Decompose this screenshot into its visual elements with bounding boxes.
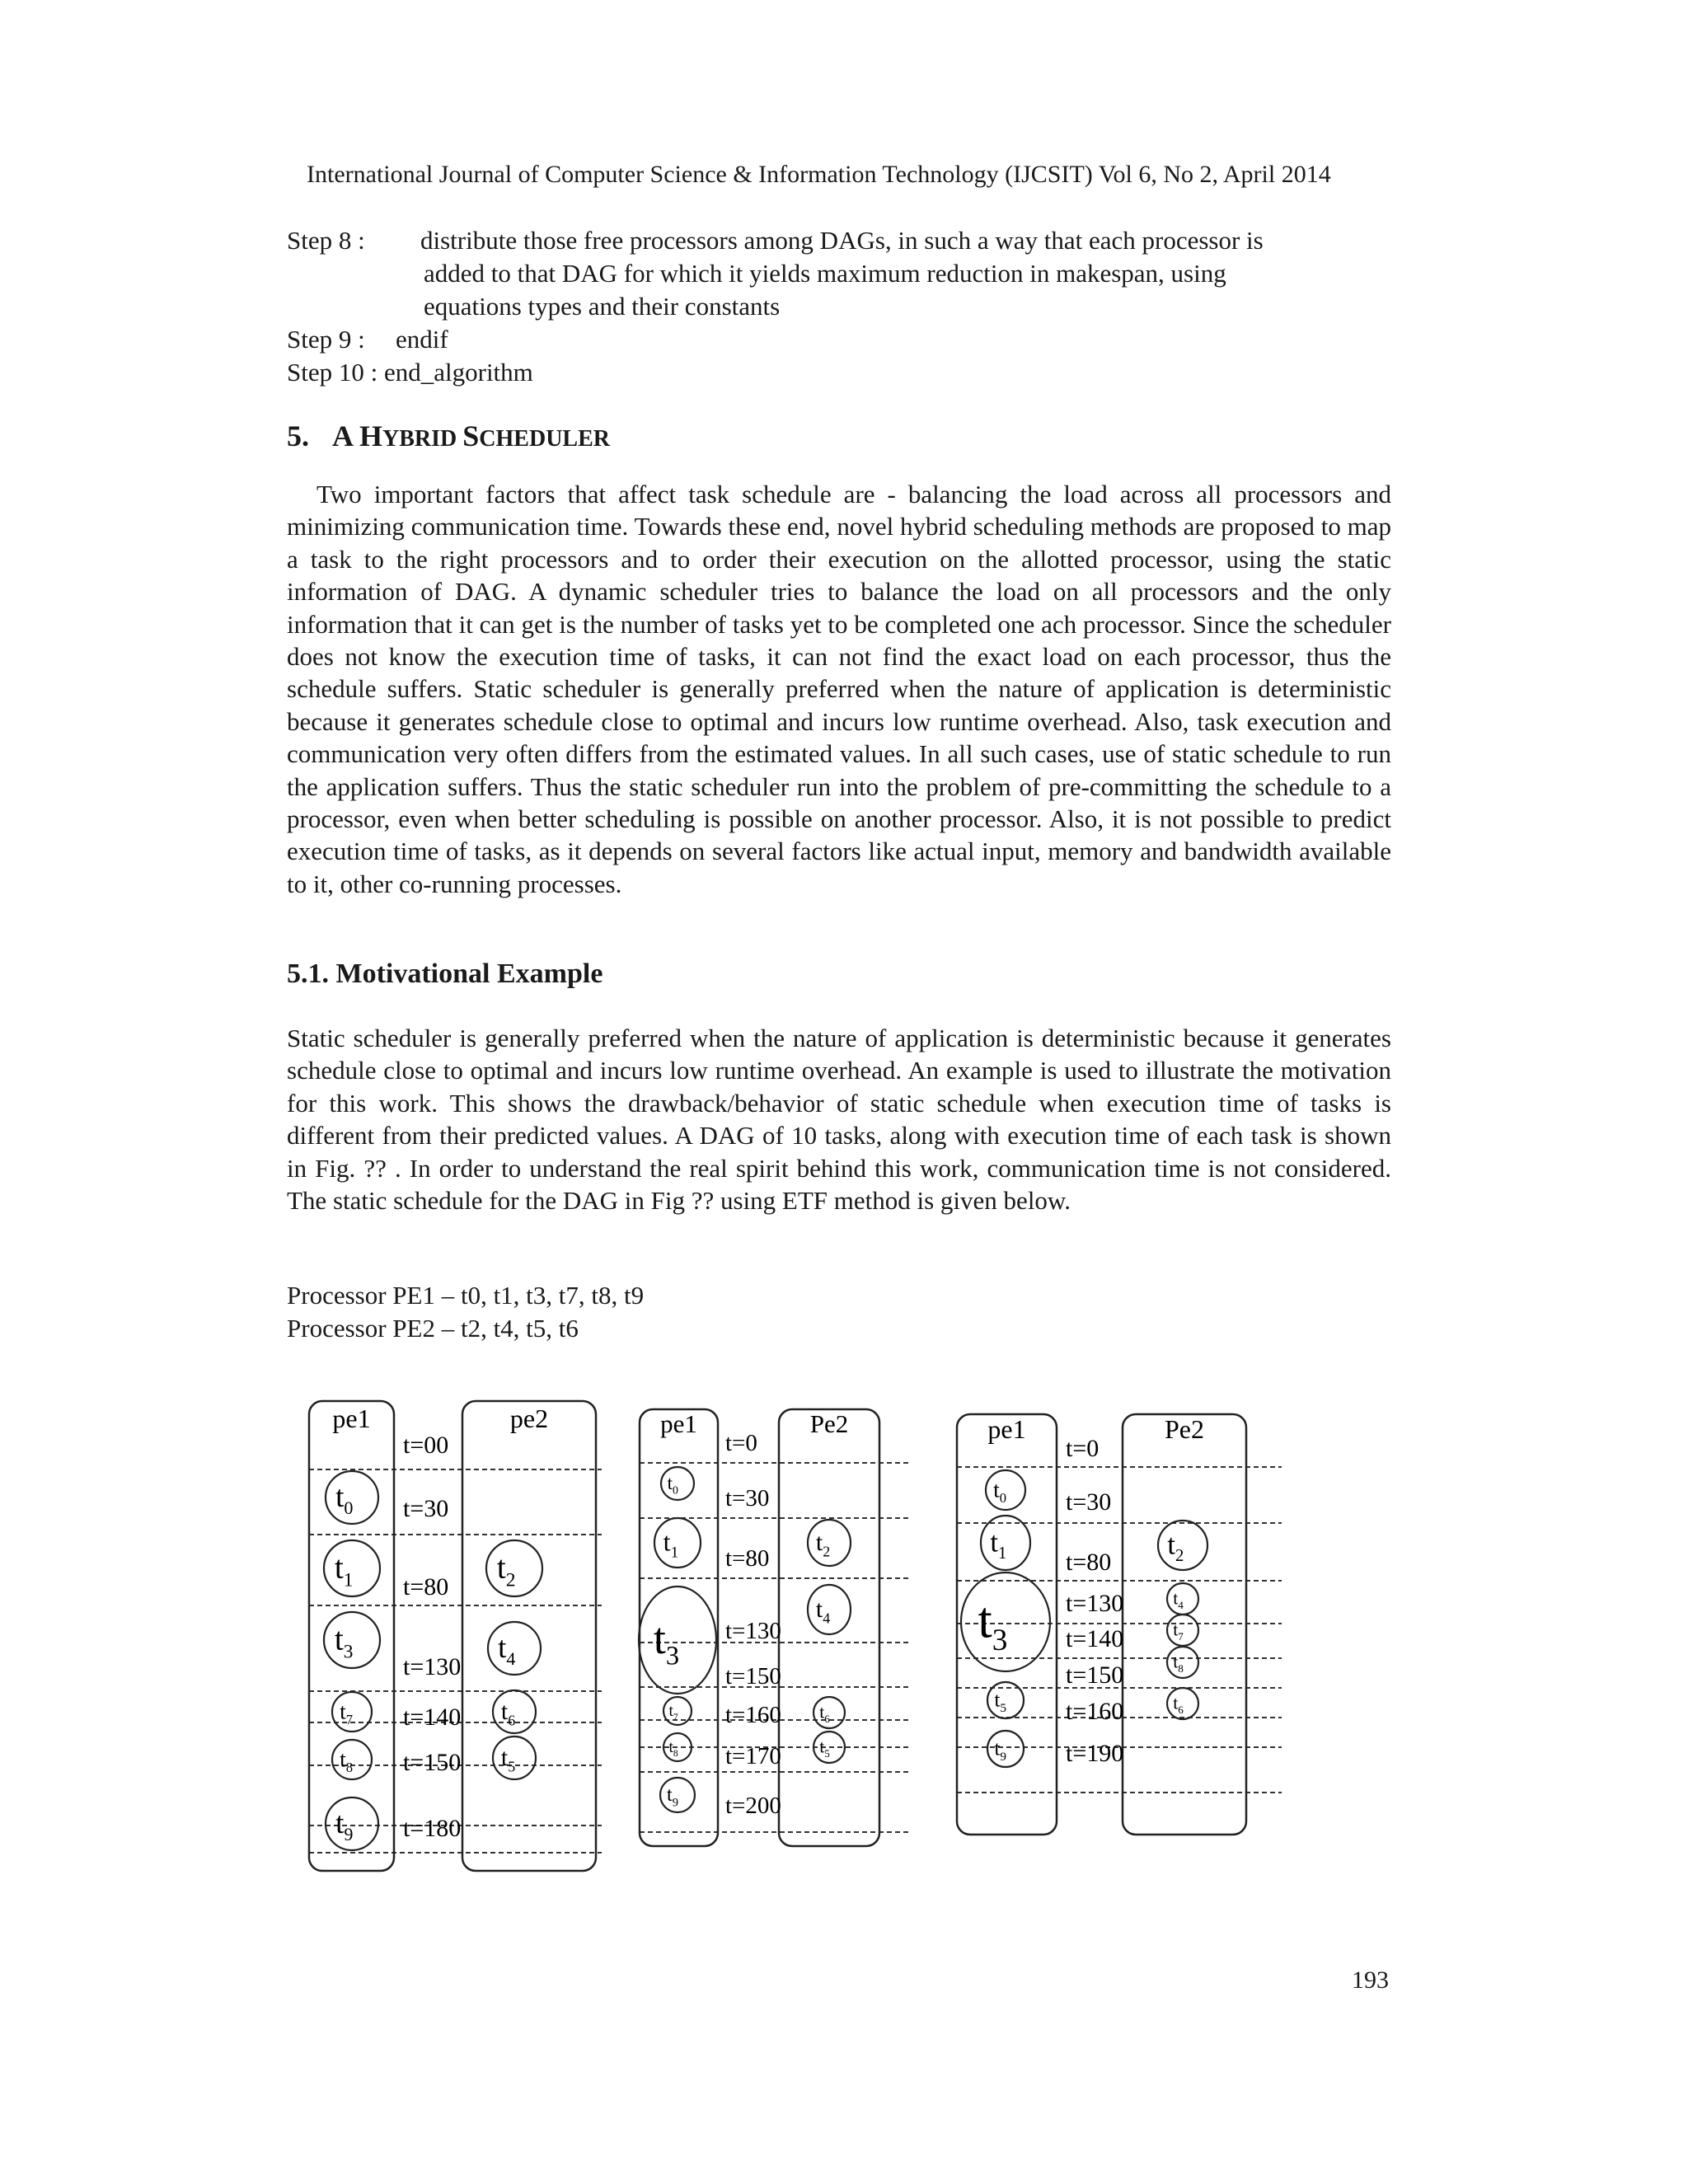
task-label: $t_9$ xyxy=(994,1736,1006,1764)
step-label: Step 10 : xyxy=(287,358,378,387)
task-label: $t_1$ xyxy=(990,1526,1007,1563)
time-label: t=80 xyxy=(1066,1549,1112,1576)
schedule-panel xyxy=(309,1401,602,1871)
running-header: International Journal of Computer Science & Information Technology (IJCSIT) Vol 6, No 2, April 2014 xyxy=(307,161,1331,188)
pe1-column xyxy=(640,1409,718,1846)
task-label: $t_3$ xyxy=(334,1621,354,1663)
time-label: t=160 xyxy=(1066,1698,1124,1725)
task-label: $t_2$ xyxy=(1167,1529,1184,1565)
time-label: t=130 xyxy=(1066,1590,1124,1617)
time-label: t=140 xyxy=(1066,1625,1124,1652)
time-label: t=30 xyxy=(725,1485,770,1511)
task-label: $t_6$ xyxy=(500,1697,516,1729)
task-label: $t_9$ xyxy=(335,1806,354,1845)
task-label: $t_0$ xyxy=(335,1479,354,1519)
step-label: Step 9 : xyxy=(287,325,365,354)
time-label: t=200 xyxy=(725,1793,781,1819)
page-number: 193 xyxy=(1352,1966,1389,1994)
task-label: $t_1$ xyxy=(334,1549,354,1591)
task-label: $t_8$ xyxy=(1173,1652,1184,1675)
time-label: t=160 xyxy=(725,1702,781,1728)
time-label: t=140 xyxy=(403,1704,462,1731)
task-label: $t_3$ xyxy=(978,1592,1008,1658)
task-label: $t_2$ xyxy=(815,1528,831,1560)
subsection-paragraph: Static scheduler is generally preferred when the nature of application is deterministic because it generates schedule close to optimal and incurs low runtime overhead. An example is used to illustrate the motivation for this work. This shows the drawback/behavior of static schedule when execution time of tasks is different from their predicted values. A DAG of 10 tasks, along with execution time of each task is shown in Fig. ?? . In order to understand the real spirit behind this work, communication time is not considered. The static schedule for the DAG in Fig ?? using ETF method is given below. xyxy=(287,1024,1391,1216)
task-label: $t_0$ xyxy=(993,1476,1007,1507)
time-label: t=80 xyxy=(403,1573,449,1601)
pe2-column xyxy=(462,1401,596,1871)
task-label: $t_5$ xyxy=(994,1688,1006,1715)
time-label: t=150 xyxy=(403,1749,462,1776)
subsection-heading: 5.1. Motivational Example xyxy=(287,958,603,989)
task-label: $t_4$ xyxy=(1173,1588,1184,1612)
task-label: $t_4$ xyxy=(815,1595,831,1627)
schedule-panel xyxy=(639,1409,911,1846)
pe2-header: Pe2 xyxy=(809,1409,849,1438)
task-label: $t_3$ xyxy=(653,1614,680,1671)
time-label: t=180 xyxy=(403,1815,462,1842)
task-label: $t_2$ xyxy=(496,1549,516,1591)
step-text: endif xyxy=(396,325,448,354)
section-paragraph: Two important factors that affect task schedule are - balancing the load across all processors and minimizing communication time. Towards these end, novel hybrid scheduling methods are proposed to map a task to the right processors and to order their execution on the allotted processor, using the static information of DAG. A dynamic scheduler tries to balance the load on all processors and the only information that it can get is the number of tasks yet to be completed one ach processor. Since the scheduler does not know the execution time of tasks, it can not find the exact load on each processor, thus the schedule suffers. Static scheduler is generally preferred when the nature of application is deterministic because it generates schedule close to optimal and incurs low runtime overhead. Also, task execution and communication very often differs from the estimated values. In all such cases, use of static schedule to run the application suffers. Thus the static scheduler run into the problem of pre-committing the schedule to a processor, even when better scheduling is possible on another processor. Also, it is not possible to predict execution time of tasks, as it depends on several factors like actual input, memory and bandwidth available to it, other co-running processes. xyxy=(287,480,1391,898)
pe2-header: pe2 xyxy=(509,1404,549,1433)
step-text: end_algorithm xyxy=(383,358,533,387)
task-label: $t_6$ xyxy=(1173,1693,1184,1717)
task-label: $t_0$ xyxy=(667,1472,678,1497)
pe1-header: pe1 xyxy=(987,1414,1026,1444)
task-label: $t_7$ xyxy=(668,1702,678,1722)
time-label: t=170 xyxy=(725,1743,781,1769)
step-text: added to that DAG for which it yields maximum reduction in makespan, using xyxy=(424,259,1226,288)
task-label: $t_1$ xyxy=(663,1526,679,1562)
task-label: $t_5$ xyxy=(819,1736,830,1760)
task-label: $t_7$ xyxy=(340,1698,354,1728)
time-label: t=30 xyxy=(1066,1488,1112,1516)
step-label: Step 8 : xyxy=(287,226,365,255)
time-label: t=0 xyxy=(1066,1435,1100,1462)
task-node xyxy=(639,1586,716,1694)
time-label: t=30 xyxy=(403,1495,449,1522)
task-label: $t_8$ xyxy=(340,1746,354,1776)
pe2-header: Pe2 xyxy=(1165,1414,1204,1444)
pe1-header: pe1 xyxy=(332,1404,371,1433)
time-label: t=0 xyxy=(725,1430,757,1456)
time-label: t=150 xyxy=(1066,1661,1124,1689)
schedule-panel xyxy=(957,1414,1282,1835)
time-label: t=130 xyxy=(725,1618,781,1644)
time-label: t=190 xyxy=(1066,1740,1124,1767)
task-label: $t_4$ xyxy=(498,1630,516,1670)
task-label: $t_5$ xyxy=(500,1743,516,1775)
time-label: t=150 xyxy=(725,1663,781,1690)
step-text: distribute those free processors among DAGs, in such a way that each processor is xyxy=(420,226,1264,255)
task-label: $t_7$ xyxy=(1173,1619,1184,1643)
processor-pe1-line: Processor PE1 – t0, t1, t3, t7, t8, t9 xyxy=(287,1281,645,1310)
section-heading: 5. A HYBRID SCHEDULER xyxy=(287,419,610,452)
pe2-column xyxy=(779,1409,879,1846)
pe1-header: pe1 xyxy=(660,1409,697,1438)
task-label: $t_9$ xyxy=(666,1783,678,1810)
processor-pe2-line: Processor PE2 – t2, t4, t5, t6 xyxy=(287,1314,579,1343)
time-label: t=80 xyxy=(725,1545,770,1572)
time-label: t=00 xyxy=(403,1432,449,1459)
time-label: t=130 xyxy=(403,1653,462,1680)
task-label: $t_6$ xyxy=(819,1702,830,1726)
task-label: $t_8$ xyxy=(668,1738,678,1759)
step-text: equations types and their constants xyxy=(424,292,781,321)
